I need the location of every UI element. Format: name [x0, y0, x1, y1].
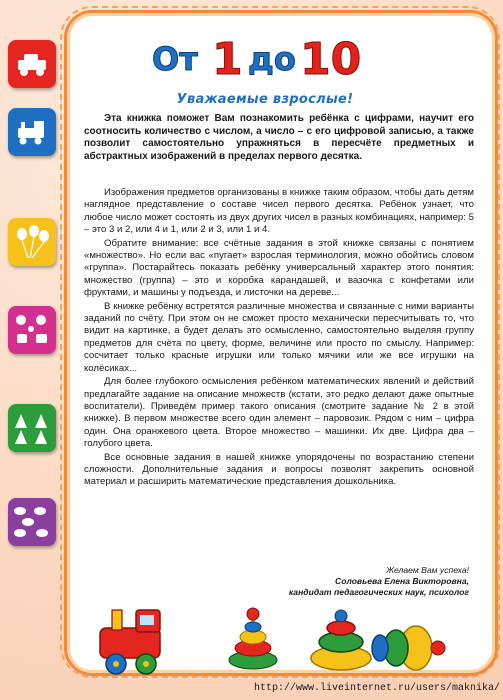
- intro-paragraph: [84, 113, 474, 163]
- signoff-wish: Желаем Вам успеха!: [386, 565, 469, 575]
- title-prefix: От: [152, 40, 198, 78]
- signoff-author: Соловьева Елена Викторовна,: [335, 576, 469, 586]
- toy-pyramid-fallen-icon: [372, 626, 445, 670]
- title-number-2: 10: [300, 34, 362, 85]
- paragraph-5: Все основные задания в нашей книжке упорядочены по возрастанию степени сложности. Дополнительные задания и вопросы позволят закрепить основной материал и расширить математические представления дошкольника.: [84, 451, 474, 488]
- toy-pyramid-yellow-icon: [311, 610, 371, 670]
- paragraph-1: Изображения предметов организованы в книжке таким образом, чтобы дать детям наглядное представление о составе чисел первого десятка. Ребёнок узнает, что любое число может состоять из двух других чисел в разных комбинациях, например: 5 – это 3 и 2, или 4 и 1, или 2 и 3, или 1 и 4.: [84, 187, 474, 236]
- toy-train-icon: [100, 610, 160, 674]
- tile-pyramids: [8, 404, 56, 452]
- paragraph-4: Для более глубокого осмысления ребёнком математических явлений и действий предлагайте задание на описание множеств (кстати, это редко делают даже опытные воспитатели). Приведём пример такого описания (смотрите задание № 2 в этой книжке). В первом множестве всего один элемент – паровозик. Рядом с ним – цифра один. Она оранжевого цвета. Второе множество – машинки. Их две. Цифра два – голубого цвета.: [84, 376, 474, 450]
- greeting-heading: Уважаемые взрослые!: [176, 92, 354, 107]
- paragraph-2: Обратите внимание: все счётные задания в этой книжке связаны с понятием «множество». Но если вас «пугает» взрослая терминология, можно обойтись словом «группа». Постарайтесь показать ребёнку универсальный характер этого понятия: множество (группа) – это и коробка карандашей, и вазочка с конфетами или фруктами, и машины у подъезда, и листочки на дереве...: [84, 237, 474, 299]
- signoff-credential: кандидат педагогических наук, психолог: [288, 587, 469, 597]
- body-text: [84, 187, 474, 489]
- balloons-icon: [8, 218, 56, 266]
- page-title: [150, 26, 380, 86]
- intro-text: Эта книжка поможет Вам познакомить ребёнка с цифрами, научит его соотносить количество с числом, а число – с его цифровой записью, а также позволит самостоятельно упражняться в пересчёте предметных и абстрактных изображений в пределах первого десятка.: [84, 113, 474, 162]
- title-middle: до: [248, 40, 296, 78]
- toys-illustration: [96, 588, 456, 678]
- toys-icon: [8, 306, 56, 354]
- footer-url: http://www.liveinternet.ru/users/maknika/: [253, 683, 500, 694]
- tile-train: [8, 108, 56, 156]
- steam-train-icon: [8, 108, 56, 156]
- tile-toys: [8, 306, 56, 354]
- tile-balloons: [8, 218, 56, 266]
- tile-car: [8, 40, 56, 88]
- bubbles-icon: [8, 498, 56, 546]
- title-number-1: 1: [212, 34, 243, 85]
- toy-pyramid-red-icon: [229, 608, 277, 669]
- tile-bubbles: [8, 498, 56, 546]
- paragraph-3: В книжке ребёнку встретятся различные множества и связанные с ними варианты заданий по счёту. При этом он не сможет просто механически пересчитывать то, что видит на картинке, а будет делать это осмысленно, самостоятельно выделяя группу предметов для счёта по цвету, форме, величине или просто по смыслу. Например: сосчитает только красные игрушки или только мячики или же все игрушки на колёсиках...: [84, 300, 474, 374]
- car-icon: [8, 40, 56, 88]
- pyramid-toys-icon: [8, 404, 56, 452]
